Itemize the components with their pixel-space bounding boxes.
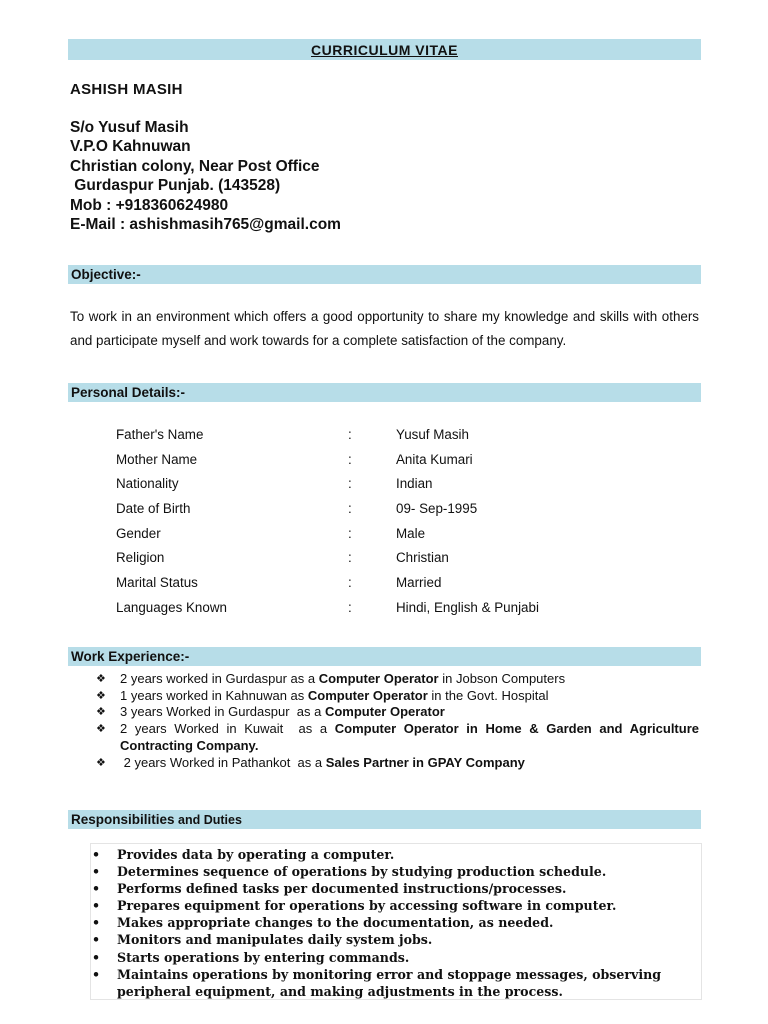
contact-email: E-Mail : ashishmasih765@gmail.com (70, 216, 341, 234)
responsibility-text: Prepares equipment for operations by accessing software in computer. (117, 898, 617, 914)
work-item-pre: 3 years Worked in Gurdaspur as a (120, 704, 325, 720)
contact-parent: S/o Yusuf Masih (70, 119, 189, 136)
work-item-pre: 1 years worked in Kahnuwan as (120, 687, 308, 703)
work-item-role: Sales Partner in GPAY Company (325, 754, 525, 770)
work-experience-item (96, 704, 699, 721)
responsibility-item (92, 897, 698, 914)
work-experience-heading: Work Experience:- (71, 649, 190, 664)
responsibility-item (92, 931, 698, 948)
work-item-text (120, 688, 548, 703)
personal-detail-row (116, 448, 636, 473)
diamond-bullet-icon: ❖ (96, 706, 106, 719)
personal-detail-value: Christian (396, 550, 449, 566)
work-item-pre: 2 years Worked in Kuwait as a (120, 721, 335, 737)
personal-detail-label: Languages Known (116, 599, 227, 615)
responsibility-text: Performs defined tasks per documented instructions/processes. (117, 881, 567, 897)
personal-detail-label: Mother Name (116, 451, 198, 467)
personal-detail-row (116, 522, 636, 547)
personal-detail-colon: : (348, 525, 352, 541)
contact-street: Christian colony, Near Post Office (70, 157, 320, 175)
work-experience-header (68, 647, 701, 666)
personal-detail-label: Nationality (116, 476, 179, 492)
work-item-role: Computer Operator (307, 687, 428, 703)
personal-details-table (116, 423, 636, 621)
personal-detail-colon: : (348, 451, 352, 467)
work-experience-item (96, 671, 699, 688)
bullet-icon: • (92, 881, 101, 897)
work-item-role: Computer Operator (324, 704, 445, 720)
bullet-icon: • (92, 932, 101, 948)
responsibility-item (92, 914, 698, 931)
personal-detail-row (116, 472, 636, 497)
personal-detail-row (116, 596, 636, 621)
responsibility-item (92, 966, 698, 1000)
diamond-bullet-icon: ❖ (96, 723, 106, 736)
responsibility-item (92, 863, 698, 880)
responsibility-text: Makes appropriate changes to the documentation, as needed. (117, 915, 554, 931)
bullet-icon: • (92, 966, 101, 982)
personal-detail-value: Indian (396, 476, 433, 492)
personal-detail-label: Date of Birth (116, 501, 191, 517)
personal-detail-label: Religion (116, 550, 165, 566)
work-item-text (120, 704, 445, 719)
work-item-post: in the Govt. Hospital (427, 687, 549, 703)
responsibility-item (92, 880, 698, 897)
personal-detail-colon: : (348, 550, 352, 566)
work-item-pre: 2 years worked in Gurdaspur as a (120, 671, 319, 686)
work-experience-item (96, 688, 699, 705)
diamond-bullet-icon: ❖ (96, 689, 106, 702)
responsibility-text: Determines sequence of operations by studying production schedule. (117, 864, 607, 880)
personal-detail-row (116, 571, 636, 596)
work-experience-item (96, 755, 699, 772)
candidate-name: ASHISH MASIH (70, 81, 183, 98)
contact-village: V.P.O Kahnuwan (70, 138, 191, 156)
diamond-bullet-icon: ❖ (96, 673, 106, 685)
personal-detail-colon: : (348, 501, 352, 517)
personal-detail-value: Married (396, 575, 442, 591)
work-item-text (120, 755, 525, 770)
personal-detail-colon: : (348, 599, 352, 615)
responsibilities-header (68, 810, 701, 829)
responsibilities-heading-wrap (71, 810, 242, 830)
work-experience-list (96, 671, 703, 771)
work-item-pre: 2 years Worked in Pathankot as a (120, 754, 326, 770)
responsibility-text: Starts operations by entering commands. (117, 949, 410, 965)
objective-heading: Objective:- (71, 267, 141, 282)
work-item-text (120, 721, 703, 753)
contact-block (70, 118, 341, 234)
responsibilities-heading-suffix: and Duties (174, 813, 242, 827)
work-experience-item (96, 721, 703, 754)
bullet-icon: • (92, 898, 101, 914)
responsibility-text: Monitors and manipulates daily system jobs. (117, 932, 433, 948)
personal-detail-label: Marital Status (116, 575, 198, 591)
responsibility-item (92, 949, 698, 966)
personal-detail-label: Father's Name (116, 427, 204, 442)
bullet-icon: • (92, 949, 101, 965)
personal-detail-colon: : (348, 575, 352, 591)
work-item-text (120, 671, 565, 686)
title-bar (68, 39, 701, 60)
responsibility-text: Provides data by operating a computer. (117, 847, 395, 862)
responsibility-item (92, 846, 698, 863)
personal-details-heading: Personal Details:- (71, 385, 186, 400)
objective-header (68, 265, 701, 284)
personal-detail-row (116, 423, 636, 448)
personal-detail-value: Hindi, English & Punjabi (396, 599, 539, 615)
bullet-icon: • (92, 847, 101, 862)
personal-detail-value: Yusuf Masih (396, 427, 469, 442)
diamond-bullet-icon: ❖ (96, 756, 106, 769)
personal-detail-row (116, 497, 636, 522)
responsibilities-heading: Responsibilities (71, 812, 175, 827)
work-item-post: in Jobson Computers (438, 671, 566, 686)
personal-details-header (68, 383, 701, 402)
objective-text: To work in an environment which offers a good opportunity to share my knowledge and skills with others and participate myself and work towards for a complete satisfaction of the company. (70, 309, 699, 348)
document-title: CURRICULUM VITAE (311, 42, 458, 58)
personal-detail-value: Anita Kumari (396, 451, 473, 467)
contact-mobile: Mob : +918360624980 (70, 196, 229, 214)
responsibility-text: Maintains operations by monitoring error and stoppage messages, observing peripheral equipment, and making adjustments in the process. (117, 966, 662, 999)
personal-detail-label: Gender (116, 525, 161, 541)
contact-city: Gurdaspur Punjab. (143528) (70, 177, 281, 195)
personal-detail-value: Male (396, 525, 426, 541)
bullet-icon: • (92, 915, 101, 931)
work-item-role: Computer Operator in Home & Garden and Agriculture Contracting Company. (120, 721, 703, 753)
work-item-role: Computer Operator (318, 671, 439, 686)
personal-detail-row (116, 546, 636, 571)
personal-detail-colon: : (348, 476, 352, 492)
personal-detail-colon: : (348, 427, 352, 442)
responsibilities-list (92, 846, 698, 1000)
bullet-icon: • (92, 864, 101, 880)
personal-detail-value: 09- Sep-1995 (396, 501, 478, 517)
